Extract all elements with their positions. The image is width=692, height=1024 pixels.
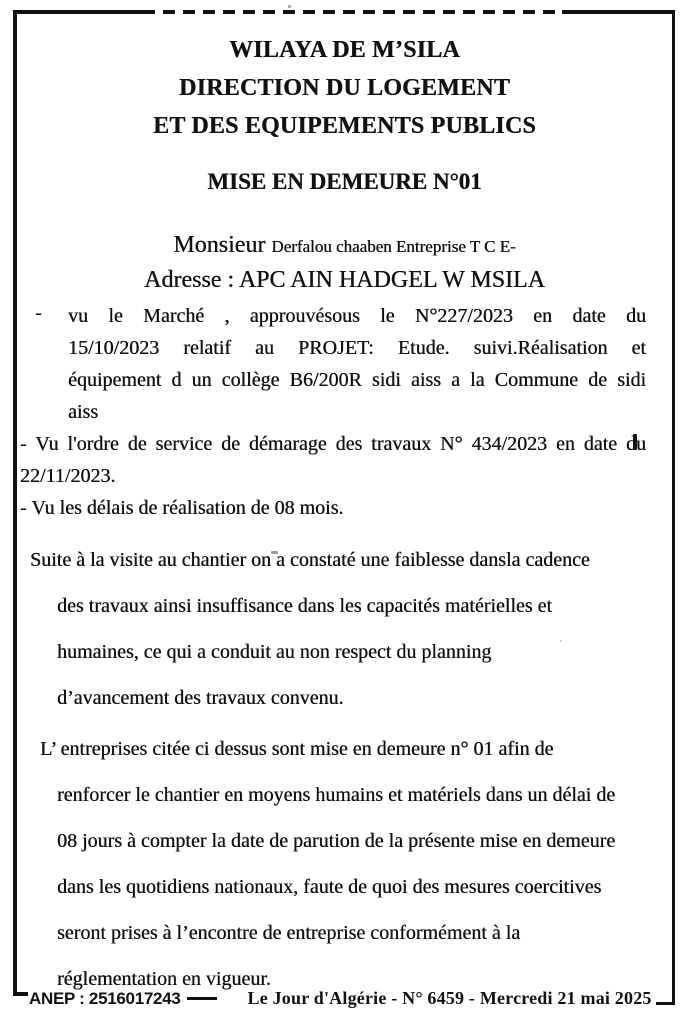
- paragraph-constat: [17, 537, 672, 721]
- paragraph-mise-en-demeure: [17, 726, 672, 1002]
- notice-content: [17, 0, 672, 1002]
- org-header: [17, 31, 672, 145]
- clause-bullet: -: [20, 497, 27, 519]
- body-line: des travaux ainsi insuffisance dans les capacités matérielles et: [57, 595, 552, 617]
- body-line: réglementation en vigueur.: [57, 968, 271, 990]
- anep-reference: ANEP : 2516017243: [29, 988, 181, 1008]
- clause-bullet: -: [35, 302, 42, 324]
- border-right: [672, 11, 675, 1005]
- address-value: APC AIN HADGEL W MSILA: [238, 267, 545, 293]
- body-section: [17, 537, 672, 1002]
- clause-ordre-de-service: [17, 428, 672, 492]
- clause-delais: [17, 492, 672, 524]
- recipient-line: [17, 230, 672, 262]
- clause-line: - Vu l'ordre de service de démarage des travaux N° 434/2023 en date du: [20, 433, 646, 455]
- body-line: Suite à la visite au chantier on a constaté une faiblesse dansla cadence: [30, 549, 590, 571]
- body-line: 08 jours à compter la date de parution de la présente mise en demeure: [57, 830, 616, 852]
- body-line: L’ entreprises citée ci dessus sont mise en demeure n° 01 afin de: [40, 738, 554, 760]
- body-line: humaines, ce qui a conduit au non respect du planning: [57, 641, 492, 663]
- notice-title: MISE EN DEMEURE N°01: [207, 169, 482, 194]
- recipient-salutation: Monsieur: [173, 232, 266, 258]
- org-line-1: WILAYA DE M’SILA: [229, 37, 460, 63]
- body-line: dans les quotidiens nationaux, faute de quoi des mesures coercitives: [57, 876, 602, 898]
- clause-line: 22/11/2023.: [20, 465, 116, 487]
- clause-line: 15/10/2023 relatif au PROJET: Etude. suivi.Réalisation et: [68, 337, 646, 359]
- footer-dash-rule: [187, 997, 217, 1000]
- org-line-2: DIRECTION DU LOGEMENT: [179, 75, 510, 101]
- clause-line: vu le Marché , approuvésous le N°227/2023 en date du: [68, 305, 646, 327]
- clause-bullet: -: [20, 433, 27, 455]
- clause-marche: [17, 300, 672, 428]
- org-line-3: ET DES EQUIPEMENTS PUBLICS: [153, 113, 536, 139]
- publication-line: Le Jour d'Algérie - N° 6459 - Mercredi 21 mai 2025: [247, 988, 652, 1008]
- clause-line: aiss: [68, 401, 98, 423]
- clause-line: équipement d un collège B6/200R sidi aiss a la Commune de sidi: [68, 369, 646, 391]
- clauses-section: [17, 300, 672, 524]
- body-line: seront prises à l’encontre de entreprise conformément à la: [57, 922, 521, 944]
- address-line: [17, 264, 672, 296]
- clause-line: - Vu les délais de réalisation de 08 mois.: [20, 497, 344, 519]
- address-label: Adresse :: [144, 267, 235, 293]
- recipient-name: Derfalou chaaben Entreprise T C E-: [271, 237, 516, 256]
- footer: [17, 988, 677, 1009]
- body-line: renforcer le chantier en moyens humains et matériels dans un délai de: [57, 784, 616, 806]
- body-line: d’avancement des travaux convenu.: [57, 687, 344, 709]
